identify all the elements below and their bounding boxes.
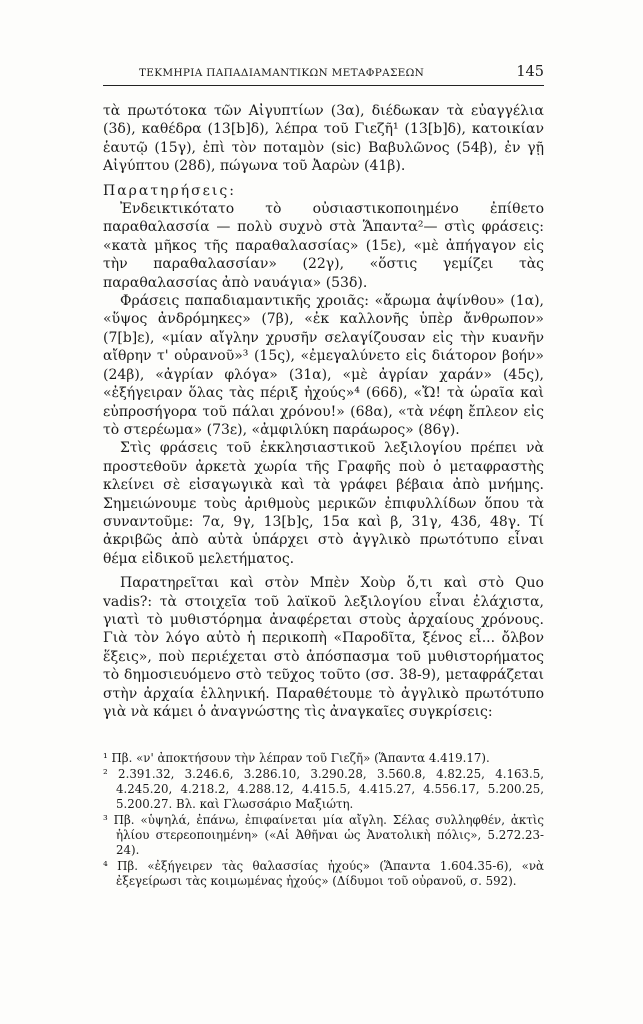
running-title: ΤΕΚΜΗΡΙΑ ΠΑΠΑΔΙΑΜΑΝΤΙΚΩΝ ΜΕΤΑΦΡΑΣΕΩΝ: [139, 67, 425, 79]
footnote: ¹ Πβ. «ν' ἀποκτήσουν τὴν λέπραν τοῦ Γιεζῆ» (Ἅπαντα 4.419.17).: [103, 751, 490, 766]
footnote: ³ Πβ. «ὑψηλά, ἐπάνω, ἐπιφαίνεται μία αἴγλη. Σέλας συλληφθέν, ἀκτὶς ἡλίου στερεοποιημένη» («Αἱ Ἀθῆναι ὡς Ἀνατολικὴ πόλις», 5.272.23-24).: [103, 813, 544, 858]
main-text: [103, 102, 544, 721]
page-header: [103, 64, 544, 86]
paragraph: Ἐνδεικτικότατο τὸ οὐσιαστικοποιημένο ἐπίθετο παραθαλασσία — πολὺ συχνὸ στὰ Ἅπαντα²— στὶς φράσεις: «κατὰ μῆκος τῆς παραθαλασσίας» (15ε), «μὲ ἀπήγαγον εἰς τὴν παραθαλασσίαν» (22γ), «ὅστις γεμίζει τὰς παραθαλασσίας ἀπὸ ναυάγια» (53δ).: [103, 201, 544, 291]
paragraph: Παρατηρεῖται καὶ στὸν Μπὲν Χοὺρ ὅ,τι καὶ στὸ Quo vadis?: τὰ στοιχεῖα τοῦ λαϊκοῦ λεξιλογίου εἶναι ἐλάχιστα, γιατὶ τὸ μυθιστόρημα ἀναφέρεται στοὺς ἀρχαίους χρόνους. Γιὰ τὸν λόγο αὐτὸ ἡ περικοπὴ «Παροδῖτα, ξένος εἶ... ὄλβον ἕξεις», ποὺ περιέχεται στὸ ἀπόσπασμα τοῦ μυθιστορήματος τὸ δημοσιευόμενο στὸ τεῦχος τοῦτο (σσ. 38-9), μεταφράζεται στὴν ἀρχαία ἑλληνική. Παραθέτουμε τὸ ἀγγλικὸ πρωτότυπο γιὰ νὰ κάμει ὁ ἀναγνώστης τὶς ἀναγκαῖες συγκρίσεις:: [103, 575, 544, 720]
footnotes: [103, 751, 544, 889]
paragraph: Φράσεις παπαδιαμαντικῆς χροιᾶς: «ἄρωμα ἀψίνθου» (1α), «ὕψος ἀνδρόμηκες» (7β), «ἐκ καλλονῆς ὑπὲρ ἄνθρωπον» (7[b]ε), «μίαν αἴγλην χρυσῆν σελαγίζουσαν εἰς τὴν κυανῆν αἴθρην τ' οὐρανοῦ»³ (15ς), «ἐμεγαλύνετο εἰς διάτορον βοήν» (24β), «ἀγρίαν φλόγα» (31α), «μὲ ἀγρίαν χαράν» (45ς), «ἐξήγειραν ὅλας τὰς πέριξ ἠχούς»⁴ (66δ), «Ὤ! τὰ ὡραῖα καὶ εὐπροσήγορα τοῦ πάλαι χρόνου!» (68α), «τὰ νέφη ἔπλεον εἰς τὸ στερέωμα» (73ε), «ἀμφιλύκη παράωρος» (86γ).: [103, 293, 544, 438]
footnote: ² 2.391.32, 3.246.6, 3.286.10, 3.290.28, 3.560.8, 4.82.25, 4.163.5, 4.245.20, 4.218.2, 4.288.12, 4.415.5, 4.415.27, 4.556.17, 5.200.25, 5.200.27. Βλ. καὶ Γλωσσάριο Μαξιώτη.: [103, 767, 544, 812]
footnote: ⁴ Πβ. «ἐξήγειρεν τὰς θαλασσίας ἠχούς» (Ἅπαντα 1.604.35-6), «νὰ ἐξεγείρωσι τὰς κοιμωμένας ἠχούς» (Δίδυμοι τοῦ οὐρανοῦ, σ. 592).: [103, 859, 544, 889]
paragraph: Στὶς φράσεις τοῦ ἐκκλησιαστικοῦ λεξιλογίου πρέπει νὰ προστεθοῦν ἀρκετὰ χωρία τῆς Γραφῆς ποὺ ὁ μεταφραστὴς κλείνει σὲ εἰσαγωγικὰ καὶ τὰ γράφει βέβαια ἀπὸ μνήμης. Σημειώνουμε τοὺς ἀριθμοὺς μερικῶν ἐπιφυλλίδων ὅπου τὰ συναντοῦμε: 7α, 9γ, 13[b]ς, 15α καὶ β, 31γ, 43δ, 48γ. Τί ἀκριβῶς ἀπὸ αὐτὰ ὑπάρχει στὸ ἀγγλικὸ πρωτότυπο εἶναι θέμα εἰδικοῦ μελετήματος.: [103, 440, 544, 567]
page-number: 145: [516, 64, 544, 80]
section-heading: Παρατηρήσεις:: [103, 182, 236, 199]
paragraph-continued: τὰ πρωτότοκα τῶν Αἰγυπτίων (3α), διέδωκαν τὰ εὐαγγέλια (3δ), καθέδρα (13[b]δ), λέπρα τοῦ Γιεζῆ¹ (13[b]δ), κατοικίαν ἑαυτῷ (15γ), ἐπὶ τὸν ποταμὸν (sic) Βαβυλῶνος (54β), ἐν γῇ Αἰγύπτου (28δ), πώγωνα τοῦ Ἀαρὼν (41β).: [103, 103, 544, 175]
